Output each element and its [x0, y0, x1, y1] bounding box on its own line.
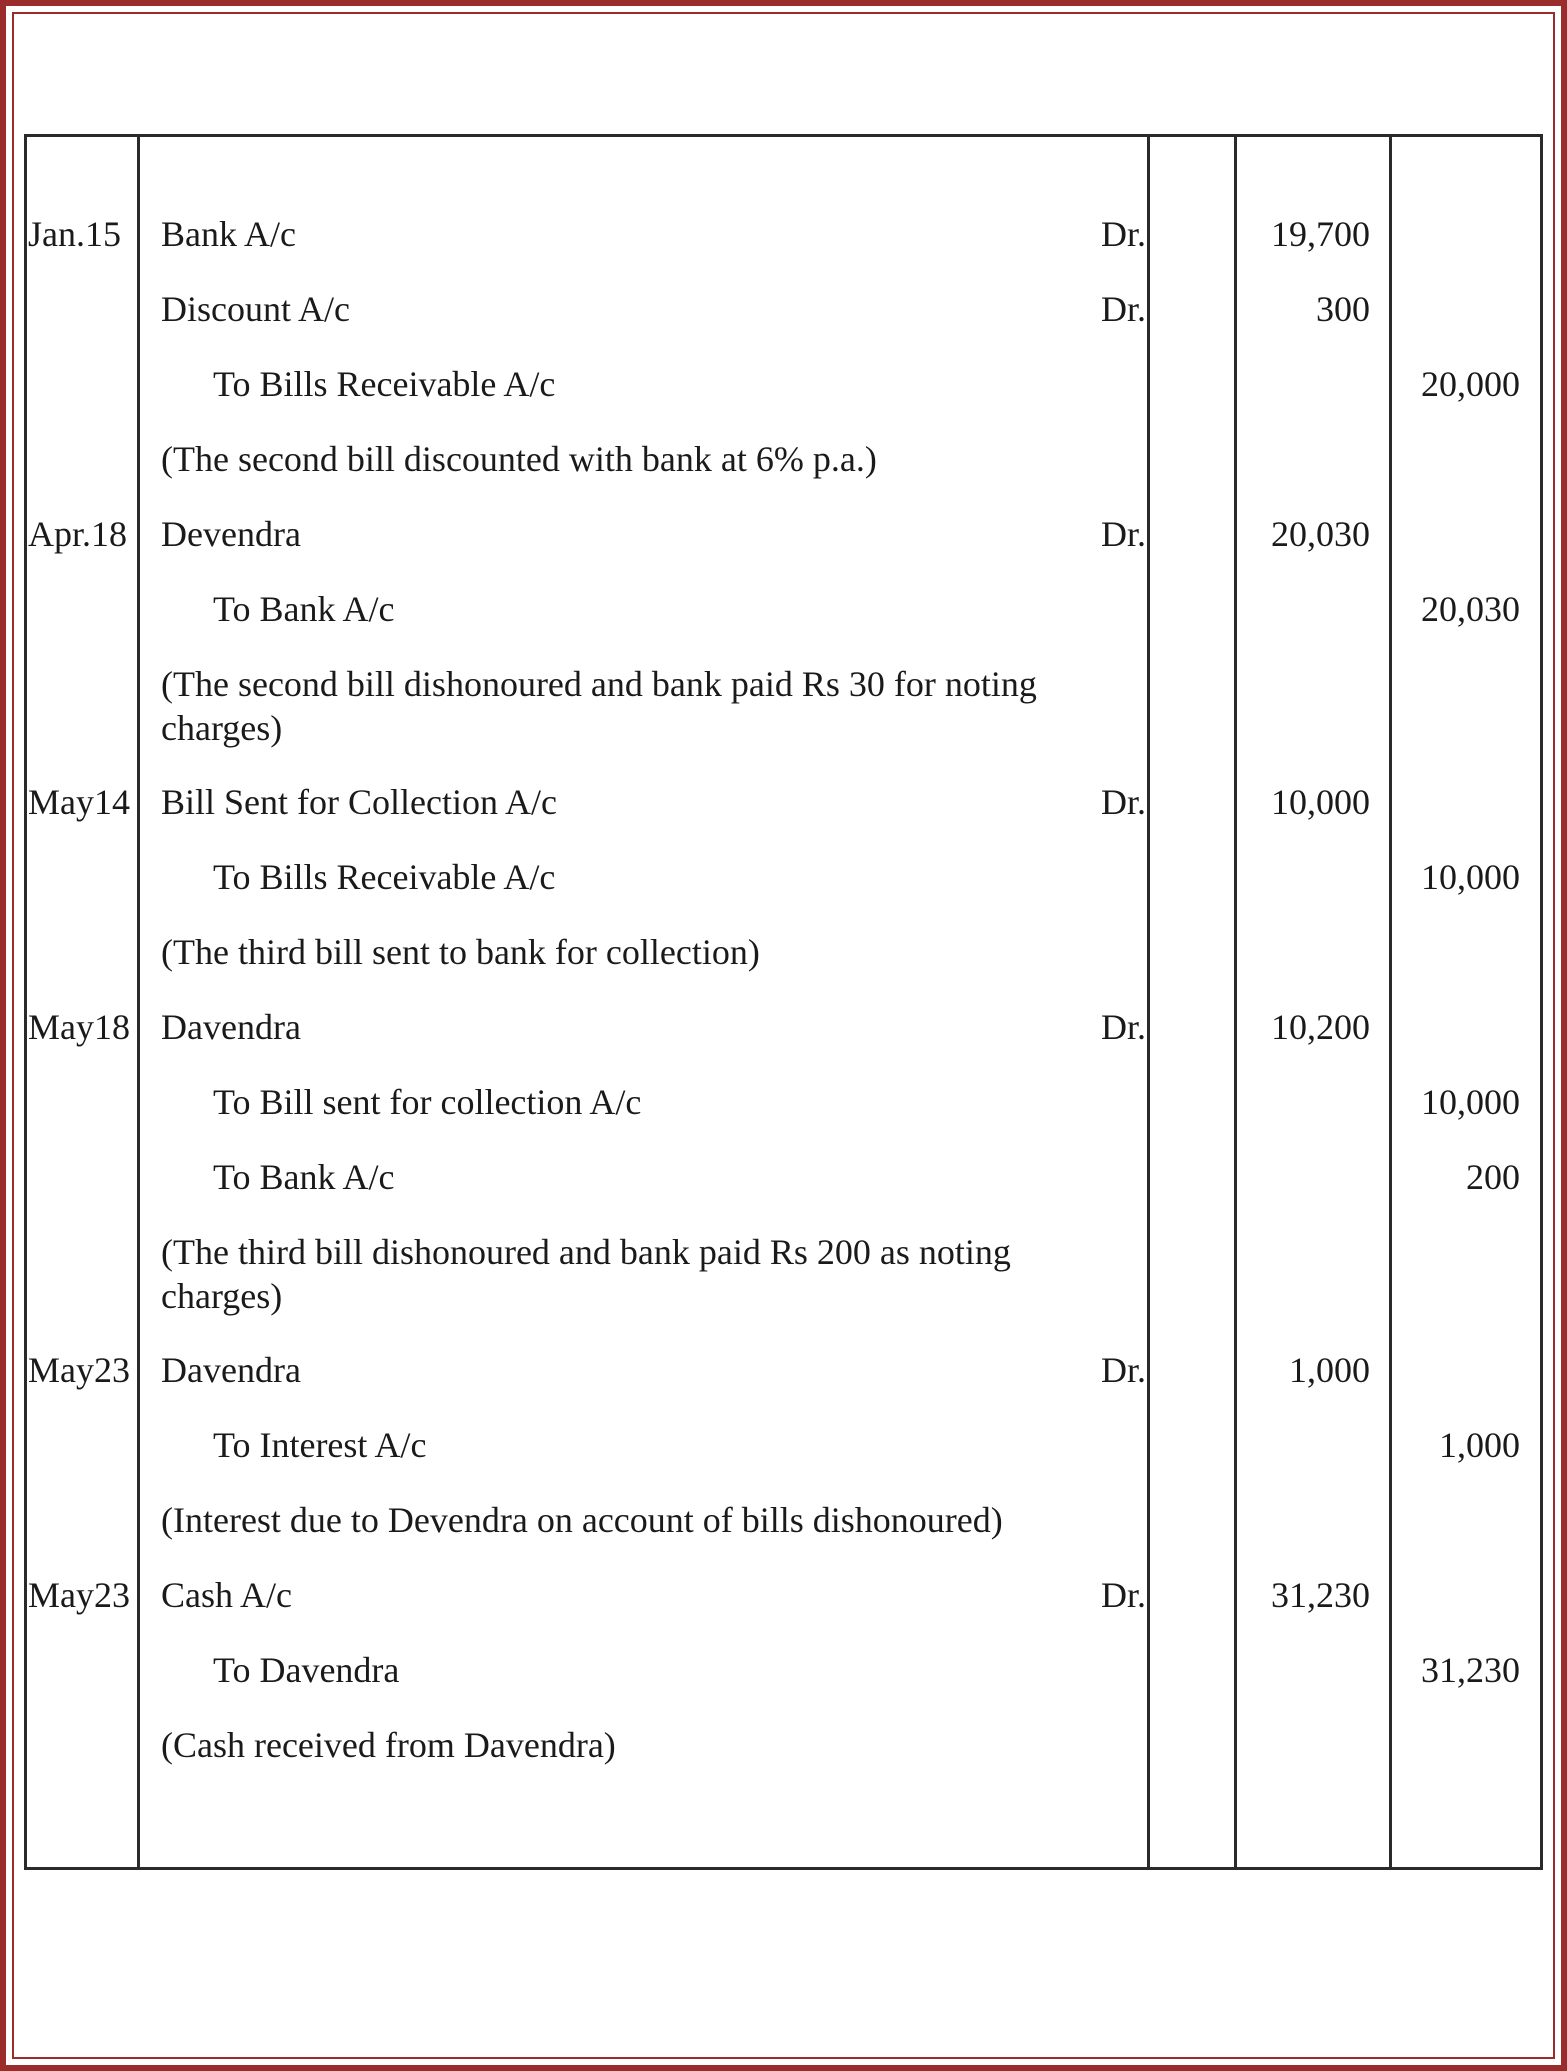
credit-amount: 1,000: [1439, 1425, 1520, 1465]
entry-date: Apr.18: [28, 514, 127, 554]
entry-narration: (The second bill discounted with bank at 6% p.a.): [161, 439, 877, 479]
entry-particular: To Bank A/c: [213, 589, 395, 629]
lf-column-divider: [1234, 134, 1237, 1870]
debit-marker: Dr.: [1101, 514, 1146, 554]
entry-particular: To Bill sent for collection A/c: [213, 1082, 642, 1122]
debit-marker: Dr.: [1101, 1575, 1146, 1615]
entry-particular: Davendra: [161, 1007, 301, 1047]
debit-amount: 300: [1316, 289, 1370, 329]
entry-narration: (Interest due to Devendra on account of bills dishonoured): [161, 1500, 1003, 1540]
debit-amount: 31,230: [1271, 1575, 1370, 1615]
date-column-divider: [137, 134, 140, 1870]
credit-amount: 10,000: [1421, 857, 1520, 897]
particulars-column-divider: [1147, 134, 1150, 1870]
entry-date: May18: [28, 1007, 130, 1047]
entry-particular: Cash A/c: [161, 1575, 292, 1615]
entry-narration: (Cash received from Davendra): [161, 1725, 616, 1765]
debit-amount: 20,030: [1271, 514, 1370, 554]
entry-date: May23: [28, 1350, 130, 1390]
credit-amount: 31,230: [1421, 1650, 1520, 1690]
entry-particular: Davendra: [161, 1350, 301, 1390]
debit-amount: 19,700: [1271, 214, 1370, 254]
debit-amount: 10,200: [1271, 1007, 1370, 1047]
entry-narration: (The third bill sent to bank for collection): [161, 932, 760, 972]
debit-marker: Dr.: [1101, 782, 1146, 822]
entry-particular: To Interest A/c: [213, 1425, 427, 1465]
credit-amount: 200: [1466, 1157, 1520, 1197]
entry-particular: Bank A/c: [161, 214, 296, 254]
debit-marker: Dr.: [1101, 1007, 1146, 1047]
entry-particular: To Davendra: [213, 1650, 400, 1690]
entry-particular: Discount A/c: [161, 289, 350, 329]
credit-amount: 20,030: [1421, 589, 1520, 629]
debit-marker: Dr.: [1101, 289, 1146, 329]
entry-particular: To Bills Receivable A/c: [213, 857, 556, 897]
debit-marker: Dr.: [1101, 1350, 1146, 1390]
entry-narration: (The second bill dishonoured and bank paid Rs 30 for noting charges): [161, 664, 1037, 748]
entry-narration: (The third bill dishonoured and bank paid Rs 200 as noting charges): [161, 1232, 1011, 1316]
entry-date: May14: [28, 782, 130, 822]
credit-amount: 20,000: [1421, 364, 1520, 404]
debit-marker: Dr.: [1101, 214, 1146, 254]
entry-particular: To Bank A/c: [213, 1157, 395, 1197]
entry-particular: To Bills Receivable A/c: [213, 364, 556, 404]
credit-amount: 10,000: [1421, 1082, 1520, 1122]
debit-amount: 1,000: [1289, 1350, 1370, 1390]
entry-date: May23: [28, 1575, 130, 1615]
entry-particular: Devendra: [161, 514, 301, 554]
entry-date: Jan.15: [28, 214, 121, 254]
entry-particular: Bill Sent for Collection A/c: [161, 782, 557, 822]
debit-amount: 10,000: [1271, 782, 1370, 822]
